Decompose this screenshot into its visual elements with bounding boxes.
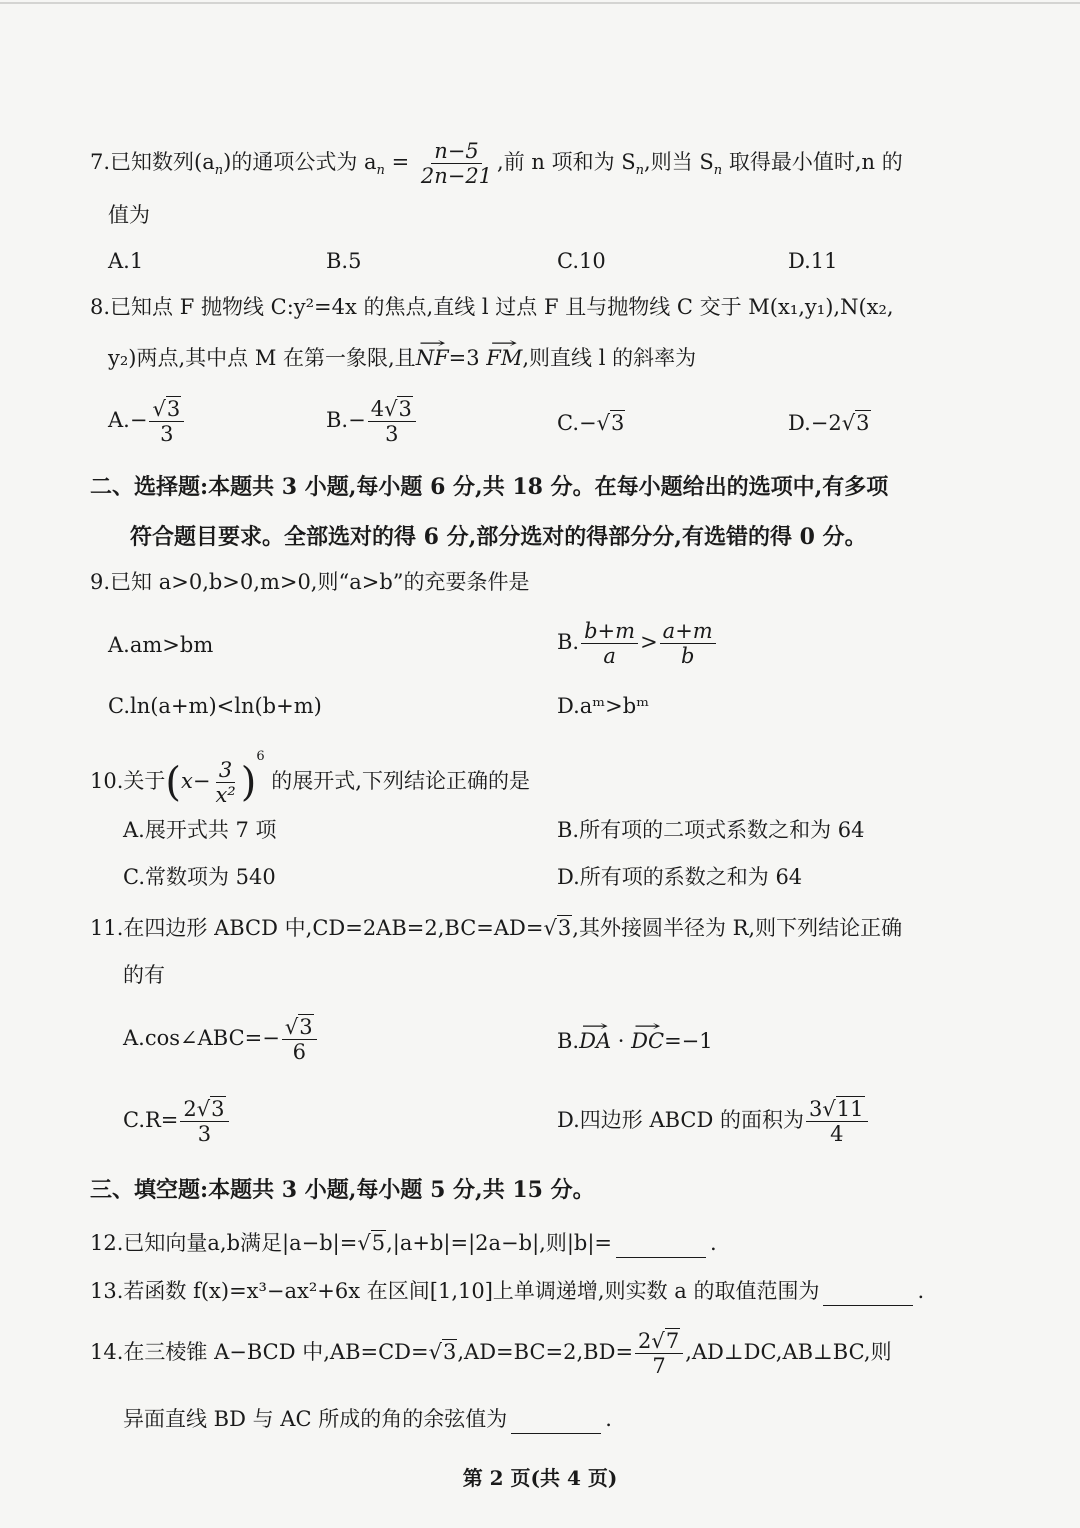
q8-option-b[interactable]: B.− $\frac{4√3}{3}$ [326,398,418,445]
q8-option-d[interactable]: D.−2√3 [788,411,870,435]
q9-option-b[interactable]: B. $\frac{b+m}{a}$ > $\frac{a+m}{b}$ [557,620,718,667]
q10-fraction: $\frac{3}{\text{x²}}$ [215,757,236,807]
q8-option-c[interactable]: C.−√3 [557,411,625,435]
q11-option-c[interactable]: C.R= $\frac{2√3}{3}$ [123,1098,231,1145]
vector-da: → DA [579,1026,611,1056]
q7-option-a[interactable]: A.1 [108,249,144,273]
q7-option-b[interactable]: B.5 [326,249,362,273]
exam-page: 7.已知数列$(a_n)$的通项公式为 $a_n$ = $\frac{n-5}{2n-21}$ ,前 n 项和为 $S_n$,则当 $S_n$ 取得最小值时,n 的 值为 A.1 B.5 C.10 D.11 8.已知点 F 抛物线 C:y²=4x 的焦点,直线 l 过点 F 且与抛物线 C 交于 M(x₁,y₁),N(x₂, y₂)两点,其中点 M 在第一象限,且→ NF=3 → FM,则直线 l 的斜率为 A.− $\frac{√3}{3}$ B.− $\frac{4√3}{3}$ C.−√3 D.−2√3 二、选择题:本题共 3 小题,每小题 6 分,共 18 分。在每小题给出的选项中,有多项 符合题目要求。全部选对的得 6 分,部分选对的得部分分,有选错的得 0 分。 9.已知 a>0,b>0,m>0,则“a>b”的充要条件是 A.am>bm B. $\frac{b+m}{a}$ > $\frac{a+m}{b}$ C.ln(a+m)<ln(b+m) D.aᵐ>bᵐ 10.关于(x− $\frac{3}{\text{x²}}$ )$^6$ 的展开式,下列结论正确的是 A.展开式共 7 项 B.所有项的二项式系数之和为 64 C.常数项为 540 D.所有项的系数之和为 64 11.在四边形 ABCD 中,CD=2AB=2,BC=AD=√3,其外接圆半径为 R,则下列结论正确 的有 A.cos∠ABC=− $\frac{√3}{6}$ B.→ DA · → DC=−1 C.R= $\frac{2√3}{3}$ D.四边形 ABCD 的面积为 $\frac{3√11}{4}$ 三、填空题:本题共 3 小题,每小题 5 分,共 15 分。 12.已知向量a,b满足|a−b|=√5,|a+b|=|2a−b|,则|b|= . 13.若函数 f(x)=x³−ax²+6x 在区间[1,10]上单调递增,则实数 a 的取值范围为 . 14.在三棱锥 A−BCD 中,AB=CD=√3,AD=BC=2,BD= $\frac{2√7}{7}$ ,AD⊥DC,AB⊥BC,则 异面直线 BD 与 AC 所成的角的余弦值为 . 第 2 页(共 4 页) [0,0,1080,1528]
q9-option-c[interactable]: C.ln(a+m)<ln(b+m) [108,694,322,718]
q14-line1: 14.在三棱锥 A−BCD 中,AB=CD=√3,AD=BC=2,BD= $\frac{2√7}{7}$ ,AD⊥DC,AB⊥BC,则 [90,1329,892,1379]
q11-options-row1 [0,1016,1080,1068]
q10-option-b[interactable]: B.所有项的二项式系数之和为 64 [557,818,865,842]
q14-fraction: $\frac{2√7}{7}$ [635,1330,683,1377]
q11-option-a[interactable]: A.cos∠ABC=− $\frac{√3}{6}$ [123,1016,319,1063]
vector-fm: → FM [486,343,522,373]
q11-option-d[interactable]: D.四边形 ABCD 的面积为 $\frac{3√11}{4}$ [557,1098,870,1145]
q7-option-c[interactable]: C.10 [557,249,606,273]
q12-answer-blank[interactable] [616,1235,706,1258]
q7-text-a: 7.已知数列(a [90,150,215,175]
q9-options-row1 [0,620,1080,674]
q7-fraction: $\frac{n-5}{2n-21}$ [420,139,493,189]
q10-stem: 10.关于(x− $\frac{3}{\text{x²}}$ )$^6$ 的展开式,下列结论正确的是 [90,749,530,807]
q10-option-d[interactable]: D.所有项的系数之和为 64 [557,865,803,889]
q9-option-d[interactable]: D.aᵐ>bᵐ [557,694,650,718]
page-number: 第 2 页(共 4 页) [462,1466,618,1490]
q11-options-row2 [0,1098,1080,1150]
q10-option-c[interactable]: C.常数项为 540 [123,865,276,889]
q13-answer-blank[interactable] [823,1283,913,1306]
q8-option-a[interactable]: A.− $\frac{√3}{3}$ [108,398,186,445]
q14-answer-blank[interactable] [511,1411,601,1434]
q7-text-b: )的通项公式为 a [223,150,377,175]
q7-option-d[interactable]: D.11 [788,249,838,273]
q8-options [0,398,1080,448]
q11-option-b[interactable]: B.→ DA · → DC=−1 [557,1026,713,1056]
q9-option-a[interactable]: A.am>bm [108,633,214,657]
q10-option-a[interactable]: A.展开式共 7 项 [123,818,277,842]
vector-dc: → DC [631,1026,664,1056]
top-divider [0,2,1080,4]
vector-nf: → NF [416,343,449,373]
